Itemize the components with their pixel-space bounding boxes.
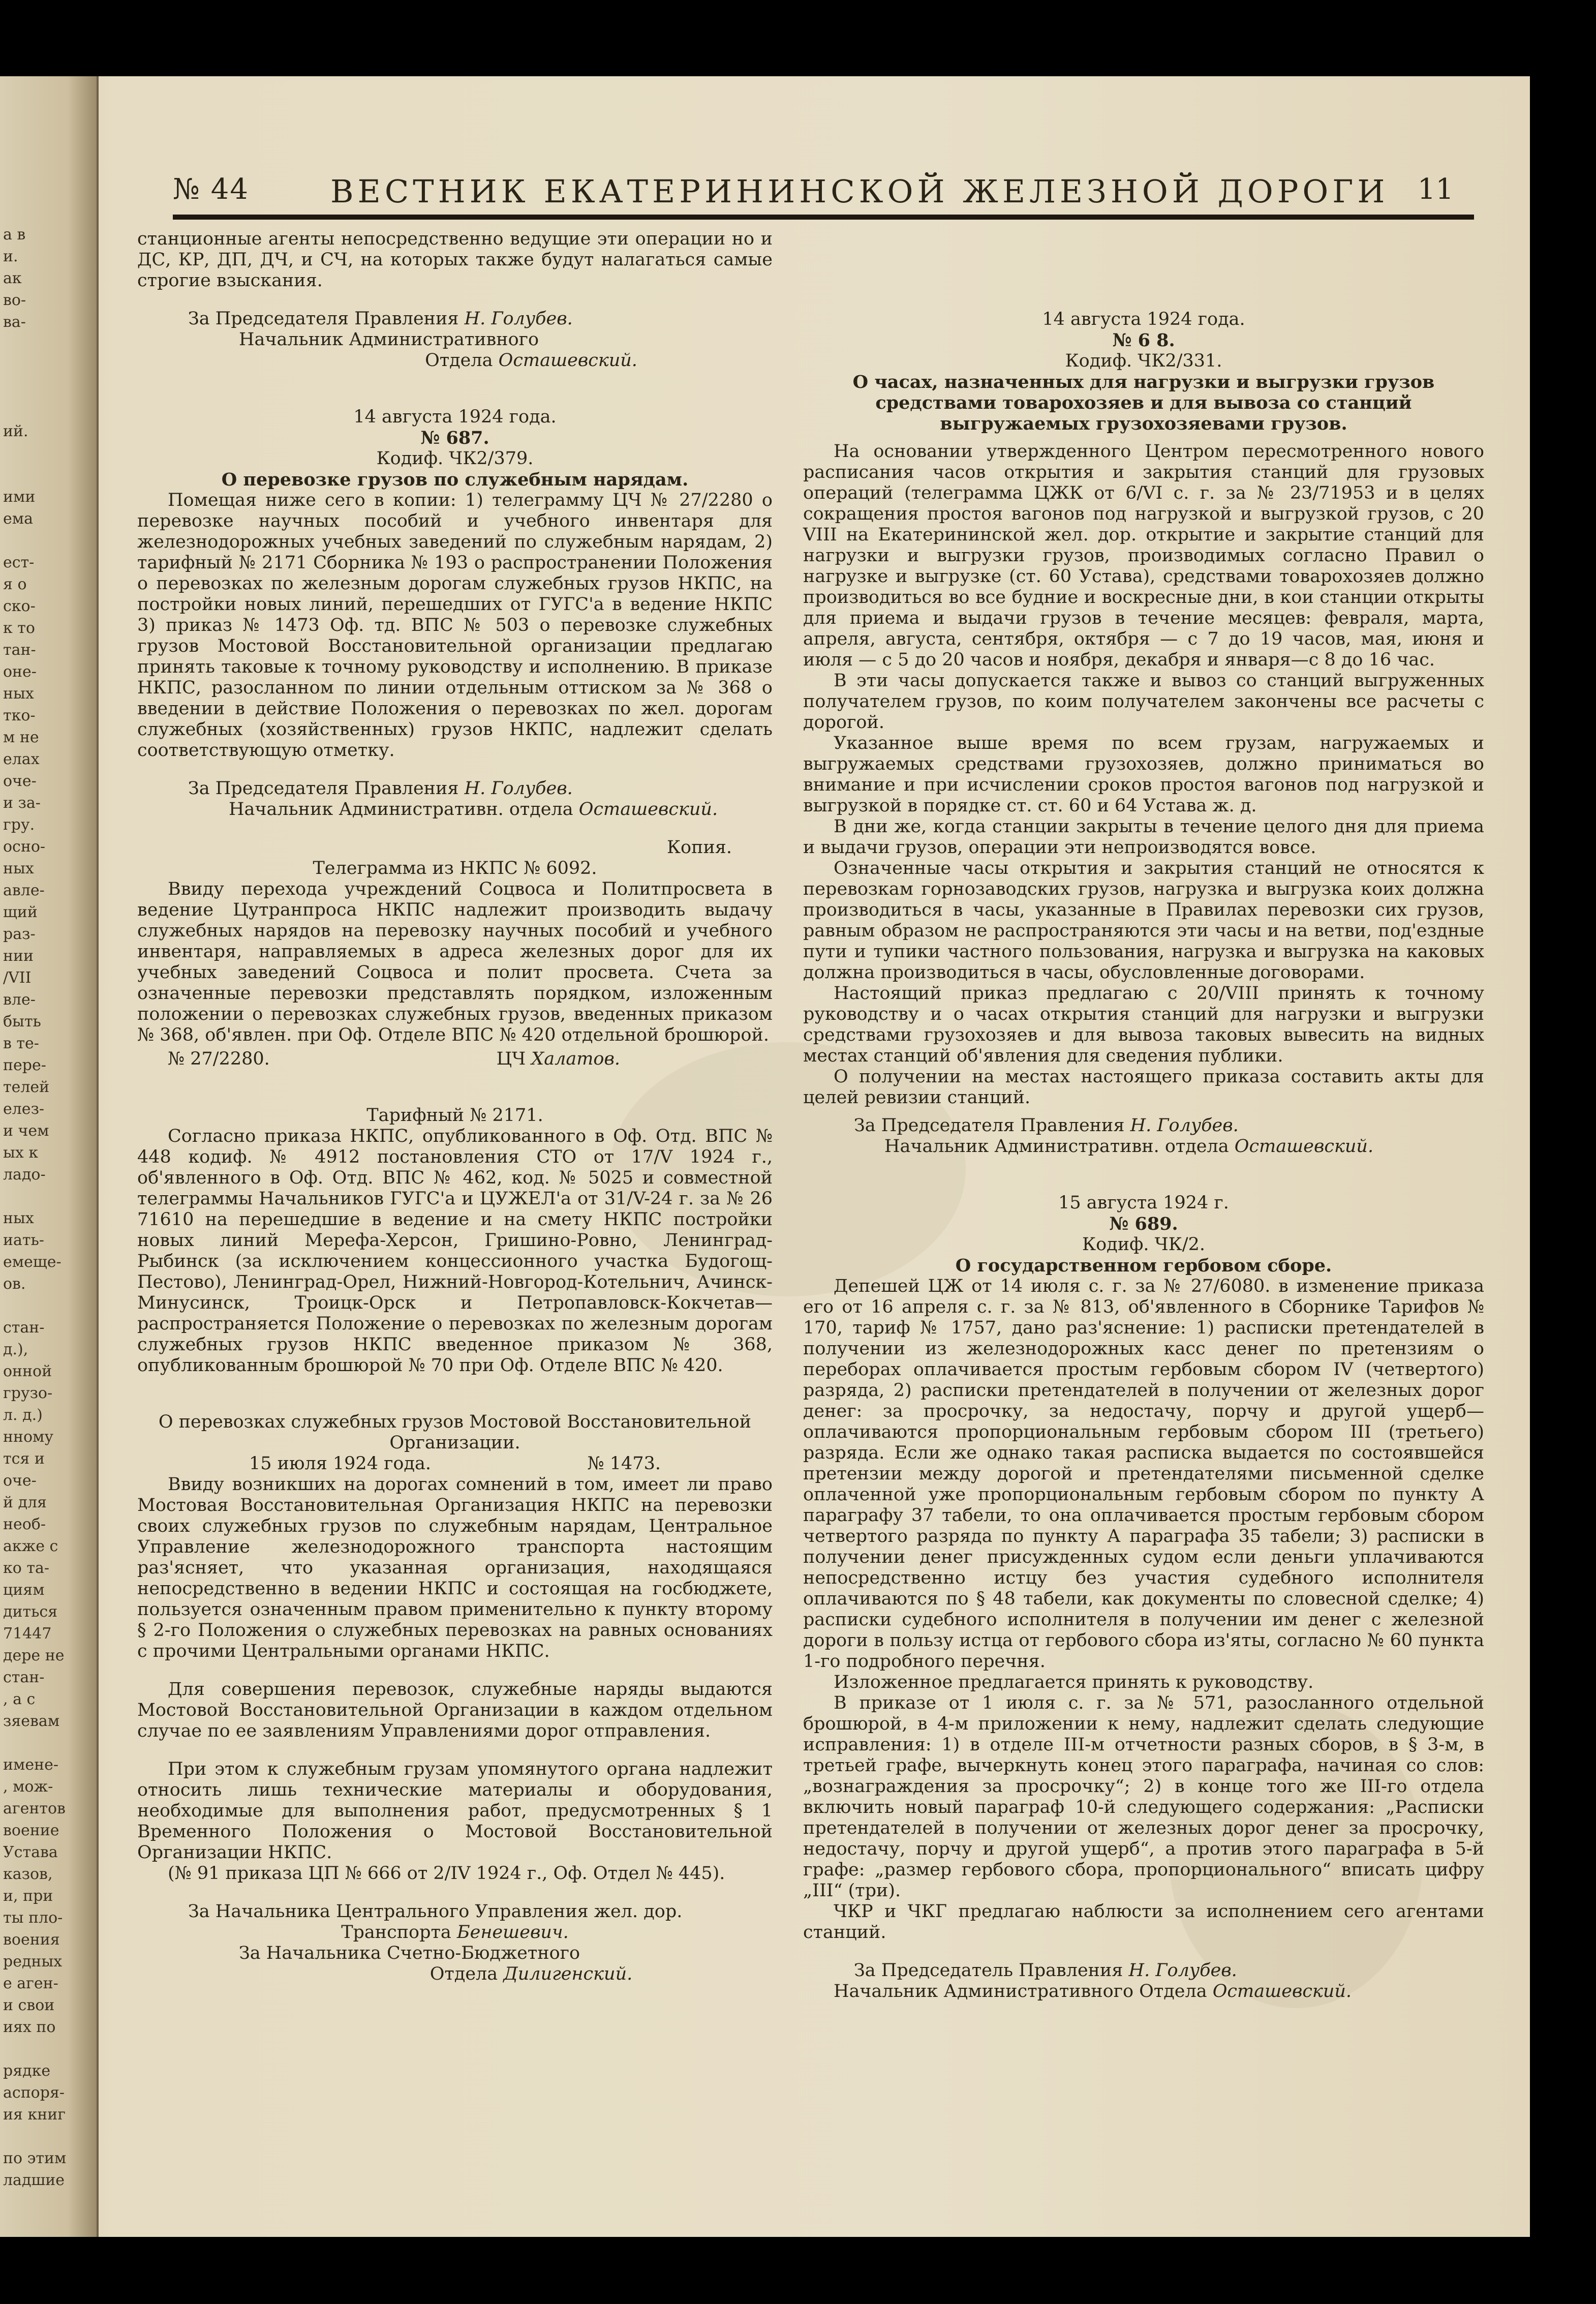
- signature-line: За Председателя Правления Н. Голубев.: [188, 778, 573, 799]
- order-number: № 6 8.: [1112, 330, 1175, 351]
- tariff-body: Согласно приказа НКПС, опубликованного в Оф. Отд. ВПС № 448 кодиф. № 4912 постановления СТО от 17/V 1924 г., об'явленного в Оф. Отд. ВПС № 462, код. № 5025 и совместной телеграммы Начальников ГУГС'а и ЦУЖЕЛ'а от 31/V-24 г. за № 26 71610 на перешедшие в ведение и на смету НКПС постройки новых линий Мерефа-Херсон, Гришино-Ровно, Ленинград-Рыбинск (за исключением концессионного участка Будогощ-Пестово), Ленинград-Орел, Нижний-Новгород-Котельнич, Ачинск-Минусинск, Троицк-Орск и Петропавловск-Кокчетав—распространяется Положение о перевозках по железным дорогам служебных грузов НКПС введенное приказом № 368, опубликованным брошюрой № 70 при Оф. Отделе ВПС № 420.: [137, 1126, 773, 1376]
- order-paragraph: Настоящий приказ предлагаю с 20/VIII принять к точному руководству и о часах открытия станций для нагрузки и выгрузки средствами грузохозяев и для вывоза таковых вывесить на видных местах станций об'явления для сведения публики.: [803, 983, 1484, 1066]
- intro-paragraph: станционные агенты непосредственно ведущие эти операции но и ДС, КР, ДП, ДЧ, и СЧ, на которых также будут налагаться самые строгие взыскания.: [137, 229, 773, 291]
- mostov-dateline: 15 июля 1924 года. № 1473.: [249, 1453, 661, 1474]
- signature-line: За Начальника Счетно-Бюджетного: [239, 1943, 580, 1963]
- mostov-heading: О перевозках служебных грузов Мостовой Восстановительной Организации.: [158, 1412, 752, 1453]
- mostov-paragraph: Для совершения перевозок, служебные наряды выдаются Мостовой Восстановительной Организации в каждом отдельном случае по ее заявлениям Управлениями дорог отправления.: [137, 1679, 773, 1741]
- telegram-body: Ввиду перехода учреждений Соцвоса и Политпросвета в ведение Цутранпроса НКПС надлежит производить выдачу служебных нарядов на перевозку научных пособий и учебного инвентаря, направляемых в адреса железных дорог для их учебных заведений Соцвоса и полит просвета. Счета за означенные перевозки представлять порядком, изложенным положении о перевозках служебных грузов, введенных приказом № 368, об'явлен. при Оф. Отделе ВПС № 420 отдельной брошюрой.: [137, 879, 773, 1045]
- order-number: № 689.: [1109, 1214, 1178, 1234]
- tariff-title: Тарифный № 2171.: [366, 1105, 543, 1126]
- signature-line: За Председатель Правления Н. Голубев.: [854, 1960, 1237, 1981]
- telegram-title: Телеграмма из НКПС № 6092.: [313, 858, 597, 878]
- order-paragraph: В приказе от 1 июля с. г. за № 571, разосланного отдельной брошюрой, в 4-м приложении к нему, надлежит сделать следующие исправления: 1) в отделе III-м отчетности разных сборов, в § 3-м, в третьей графе, вычеркнуть конец этого параграфа, начиная со слов: „вознаграждения за просрочку“; 2) в конце того же III-го отдела включить новый параграф 10-й следующего содержания: „Расписки претендателей в получении от железных дорог денег за просрочку, недостачу, порчу и другой ущерб“, а против этого параграфа в 5-й графе: „размер гербового сбора, пропорционального“ вписать цифру „III“ (три).: [803, 1693, 1484, 1901]
- signature-line: За Начальника Центрального Управления жел. дор.: [188, 1901, 683, 1922]
- order-code: Кодиф. ЧК2/379.: [376, 448, 534, 469]
- order-paragraph: Депешей ЦЖ от 14 июля с. г. за № 27/6080. в изменение приказа его от 16 апреля с. г. за № 813, об'явленного в Сборнике Тарифов № 170, тариф № 1757, дано раз'яснение: 1) расписки претендателей в получении из железнодорожных касс денег по претензиям о переборах оплачивается простым гербовым сбором IV (четвертого) разряда, 2) расписки претендателей в получении от железных дорог денег: за просрочку, за недостачу, порчу и другой ущерб—оплачиваются пропорциональным гербовым сбором III (третьего) разряда. Если же однако такая расписка выдается по состоявшейся претензии между дорогой и претендателями письменной сделке оплаченной уже пропорциональным гербовым сбором по пункту А параграфу 37 табели, то она оплачивается простым гербовым сбором четвертого разряда по пункту А параграфа 35 табели; 3) расписки в получении денег присужденных судом если деньги уплачиваются непосредственно истцу без участия судебного исполнителя оплачиваются по § 48 табели, как документы по словесной сделке; 4) расписки судебного исполнителя в получении им денег с железной дороги в пользу истца от гербового сбора из'яты, согласно № 60 пункта 1-го подробного перечня.: [803, 1276, 1484, 1672]
- mostov-paragraph: Ввиду возникших на дорогах сомнений в том, имеет ли право Мостовая Восстановительная Организация НКПС на перевозки своих служебных грузов по служебным нарядам, Центральное Управление железнодорожного транспорта настоящим раз'ясняет, что указанная организация, находящаяся непосредственно в ведении НКПС и состоящая на госбюджете, пользуется означенным правом применительно к пункту второму § 2-го Положения о служебных перевозках на равных основаниях с прочими Центральными органами НКПС.: [137, 1474, 773, 1661]
- order-code: Кодиф. ЧК/2.: [1082, 1234, 1205, 1255]
- previous-page-text: а в и. ак во- ва- ий. ими ема ест- я о ско- к то тан- оне- ных тко- м не елах оче- и за- гру. осно- ных авле- щий раз- нии /VII вле- быть в те- пере- телей елез- и чем ых к ладо- ных иать- емеще- ов. стан- д.), онной грузо- л. д.) нному тся и оче- й для необ- акже с ко та- циям диться 71447 дере не стан- , а с зяевам имене- , мож- агентов воение Устава казов, и, при ты пло- воения редных е аген- и свои иях по рядке аспоря- ия книг по этим ладшие: [3, 226, 67, 2189]
- signature-line: За Председателя Правления Н. Голубев.: [854, 1115, 1239, 1136]
- newspaper-title: ВЕСТНИК ЕКАТЕРИНИНСКОЙ ЖЕЛЕЗНОЙ ДОРОГИ: [330, 173, 1389, 210]
- right-column: [803, 229, 1484, 2002]
- signature-line: Начальник Административн. отдела Осташевский.: [884, 1136, 1374, 1157]
- signature-line: Начальник Административного: [239, 329, 539, 350]
- signature-line: За Председателя Правления Н. Голубев.: [188, 309, 573, 329]
- masthead-rule: [173, 215, 1474, 220]
- order-paragraph: Указанное выше время по всем грузам, нагружаемых и выгружаемых средствами грузохозяев, должно приниматься во внимание и при исчислении сроков простоя вагонов под нагрузкой и выгрузкой в порядке ст. ст. 60 и 64 Устава ж. д.: [803, 733, 1484, 816]
- order-paragraph: Изложенное предлагается принять к руководству.: [834, 1672, 1314, 1692]
- order-title: О часах, назначенных для нагрузки и выгрузки грузов средствами товарохозяев и для вывоза со станций выгружаемых грузохозяевами грузов.: [852, 372, 1435, 434]
- order-date: 14 августа 1924 года.: [1042, 309, 1245, 329]
- signature-line: Отдела Осташевский.: [425, 350, 637, 371]
- signature-line: Начальник Административного Отдела Осташевский.: [834, 1981, 1352, 2002]
- order-paragraph: На основании утвержденного Центром пересмотренного нового расписания часов открытия и закрытия станций для грузовых операций (телеграмма ЦЖК от 6/VI с. г. за № 23/71953 и в целях сокращения простоя вагонов под нагрузкой и выгрузкой грузов, с 20 VIII на Екатерининской жел. дор. открытие и закрытие станций для нагрузки и выгрузки грузов, производимых согласно Правил о нагрузке и выгрузке (ст. 60 Устава), средствами товарохозяев должно производиться во все будние и воскресные дни, в кои станции открыты для приема и выдачи грузов в течение месяцев: февраля, марта, апреля, августа, сентября, октября — с 7 до 19 часов, мая, июня и июля — с 5 до 20 часов и ноября, декабря и января—с 8 до 16 час.: [803, 441, 1484, 670]
- order-paragraph: О получении на местах настоящего приказа составить акты для целей ревизии станций.: [803, 1067, 1484, 1108]
- order-title: О государственном гербовом сборе.: [955, 1255, 1332, 1276]
- scanned-page: [0, 76, 1530, 2237]
- signature-line: Транспорта Бенешевич.: [341, 1922, 569, 1943]
- order-number: № 687.: [420, 428, 489, 448]
- order-code: Кодиф. ЧК2/331.: [1065, 351, 1222, 371]
- order-date: 15 августа 1924 г.: [1058, 1193, 1229, 1213]
- mostov-reference: (№ 91 приказа ЦП № 666 от 2/IV 1924 г., Оф. Отдел № 445).: [168, 1863, 725, 1884]
- order-body: Помещая ниже сего в копии: 1) телеграмму ЦЧ № 27/2280 о перевозке научных пособий и учебного инвентаря для железнодорожных учебных заведений по служебным нарядам, 2) тарифный № 2171 Сборника № 193 о распространении Положения о перевозках по железным дорогам служебных грузов НКПС, на постройки новых линий, перешедших от ГУГС'а в ведение НКПС 3) приказ № 1473 Оф. тд. ВПС № 503 о перевозке служебных грузов Мостовой Восстановительной организации предлагаю принять таковые к точному руководству и исполнению. В приказе НКПС, разосланном по линии отдельным оттиском за № 368 о введении в действие Положения о перевозках по жел. дорогам служебных (хозяйственных) грузов НКПС, надлежит сделать соответствующую отметку.: [137, 490, 773, 761]
- masthead: [173, 173, 1474, 214]
- left-column: [137, 229, 773, 1985]
- order-paragraph: В дни же, когда станции закрыты в течение целого дня для приема и выдачи грузов, операции эти непроизводятся вовсе.: [803, 816, 1484, 858]
- order-paragraph: ЧКР и ЧКГ предлагаю наблюсти за исполнением сего агентами станций.: [803, 1901, 1484, 1943]
- newspaper-page: [117, 76, 1520, 2237]
- previous-page-edge: [0, 76, 99, 2237]
- page-number: 11: [1417, 173, 1454, 206]
- issue-number: № 44: [173, 173, 250, 206]
- order-paragraph: В эти часы допускается также и вывоз со станций выгруженных получателем грузов, по коим получателем закончены все расчеты с дорогой.: [803, 671, 1484, 733]
- order-title: О перевозке грузов по служебным нарядам.: [221, 469, 689, 490]
- signature-line: Отдела Дилигенский.: [429, 1964, 633, 1984]
- telegram-signature: № 27/2280. ЦЧ Халатов.: [168, 1049, 620, 1069]
- order-paragraph: Означенные часы открытия и закрытия станций не относятся к перевозкам горнозаводских грузов, нагрузка и выгрузка коих должна производиться в часы, указанные в Правилах перевозки сих грузов, равным образом не распространяются эти часы и на ветви, под'ездные пути и тупики частного пользования, нагрузка и выгрузка на каковых должна производиться в часы, обусловленные договорами.: [803, 858, 1484, 983]
- mostov-paragraph: При этом к служебным грузам упомянутого органа надлежит относить лишь технические материалы и оборудования, необходимые для выполнения работ, предусмотренных § 1 Временного Положения о Мостовой Восстановительной Организации НКПС.: [137, 1759, 773, 1863]
- copy-label: Копия.: [666, 837, 732, 858]
- signature-line: Начальник Административн. отдела Осташевский.: [229, 799, 718, 820]
- order-date: 14 августа 1924 года.: [353, 407, 557, 427]
